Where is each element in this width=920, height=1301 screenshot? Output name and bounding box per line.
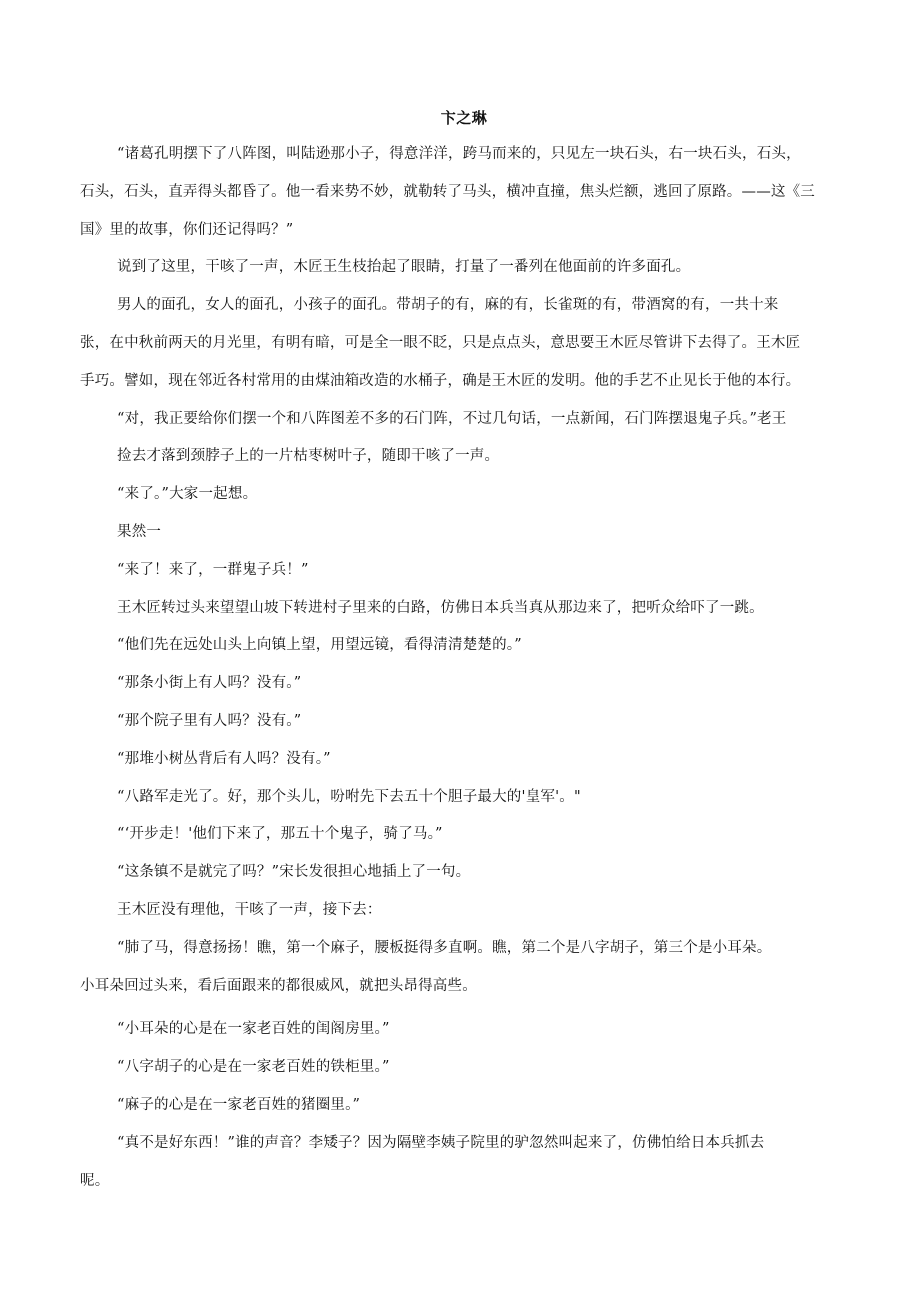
paragraph — [80, 552, 848, 590]
paragraph — [80, 1125, 848, 1201]
author-name: 卞之琳 — [440, 109, 488, 127]
paragraph-line: “诸葛孔明摆下了八阵图，叫陆逊那小子，得意洋洋，跨马而来的，只见左一块石头，右一块石头，石头， — [117, 146, 801, 162]
paragraph-line: 男人的面孔，女人的面孔，小孩子的面孔。带胡子的有，麻的有，长雀斑的有，带酒窝的有，一共十来 — [117, 297, 779, 314]
paragraph-line: “这条镇不是就完了吗？”宋长发很担心地插上了一句。 — [117, 864, 471, 881]
paragraph-line: 王木匠转过头来望望山坡下转进村子里来的白路，仿佛日本兵当真从那边来了，把听众给吓了一跳。 — [117, 599, 764, 616]
paragraph-line: 王木匠没有理他，干咳了一声，接下去： — [117, 901, 382, 918]
paragraph-line: 石头，石头，直弄得头都昏了。他一看来势不妙，就勒转了马头，横冲直撞，焦头烂额，逃回了原路。——这《三 — [80, 183, 815, 200]
paragraph — [80, 892, 848, 930]
paragraph-line: 果然一 — [117, 523, 162, 540]
paragraph — [80, 1087, 848, 1125]
paragraph-line: “八字胡子的心是在一家老百姓的铁柜里。” — [117, 1059, 390, 1076]
paragraph-line: 手巧。譬如，现在邻近各村常用的由煤油箱改造的水桶子，确是王木匠的发明。他的手艺不止见长于他的本行。 — [80, 372, 801, 389]
paragraph — [80, 1049, 848, 1087]
paragraph — [80, 136, 848, 249]
paragraph — [80, 741, 848, 779]
paragraph-line: “八路军走光了。好，那个头儿，吩咐先下去五十个胆子最大的'皇军'。" — [117, 788, 581, 805]
paragraph-line: “‘开步走！'他们下来了，那五十个鬼子，骑了马。” — [117, 826, 443, 843]
body-text — [80, 136, 848, 1200]
paragraph — [80, 816, 848, 854]
paragraph — [80, 590, 848, 628]
paragraph-line: “麻子的心是在一家老百姓的猪圈里。” — [117, 1096, 361, 1113]
paragraph — [80, 665, 848, 703]
paragraph — [80, 287, 848, 400]
paragraph — [80, 930, 848, 1006]
paragraph-line: “那条小街上有人吗？没有。” — [117, 675, 302, 692]
paragraph-line: “那个院子里有人吗？没有。” — [117, 712, 302, 729]
paragraph-line: “那堆小树丛背后有人吗？没有。” — [117, 750, 331, 767]
paragraph — [80, 779, 848, 817]
paragraph-line: 小耳朵回过头来，看后面跟来的都很威风，就把头昂得高些。 — [80, 977, 477, 994]
document-page — [80, 108, 848, 1200]
paragraph-line: 捡去才落到颈脖子上的一片枯枣树叶子，随即干咳了一声。 — [117, 448, 500, 465]
paragraph — [80, 476, 848, 514]
paragraph — [80, 1011, 848, 1049]
paragraph-line: “肺了马，得意扬扬！瞧，第一个麻子，腰板挺得多直啊。瞧，第二个是八字胡子，第三个是小耳朵。 — [117, 939, 772, 956]
paragraph-line: “小耳朵的心是在一家老百姓的闺阁房里。” — [117, 1021, 390, 1038]
paragraph-line: “对，我正要给你们摆一个和八阵图差不多的石门阵，不过几句话，一点新闻，石门阵摆退鬼子兵。”老王 — [117, 410, 787, 427]
paragraph — [80, 401, 848, 477]
paragraph-line: 张，在中秋前两天的月光里，有明有暗，可是全一眼不眨，只是点点头，意思要王木匠尽管讲下去得了。王木匠 — [80, 334, 801, 351]
paragraph — [80, 627, 848, 665]
paragraph — [80, 514, 848, 552]
paragraph-line: 国》里的故事，你们还记得吗？” — [80, 221, 294, 238]
paragraph-line: “来了！来了，一群鬼子兵！” — [117, 561, 309, 578]
paragraph — [80, 703, 848, 741]
paragraph-line: 呢。 — [80, 1172, 110, 1189]
paragraph — [80, 249, 848, 287]
paragraph-line: 说到了这里，干咳了一声，木匠王生枝抬起了眼睛，打量了一番列在他面前的许多面孔。 — [117, 259, 691, 276]
paragraph-line: “他们先在远处山头上向镇上望，用望远镜，看得清清楚楚的。” — [117, 637, 522, 654]
paragraph — [80, 854, 848, 892]
paragraph-line: “来了。”大家一起想。 — [117, 486, 258, 503]
paragraph-line: “真不是好东西！”谁的声音？李矮子？因为隔壁李姨子院里的驴忽然叫起来了，仿佛怕给日本兵抓去 — [117, 1134, 765, 1151]
